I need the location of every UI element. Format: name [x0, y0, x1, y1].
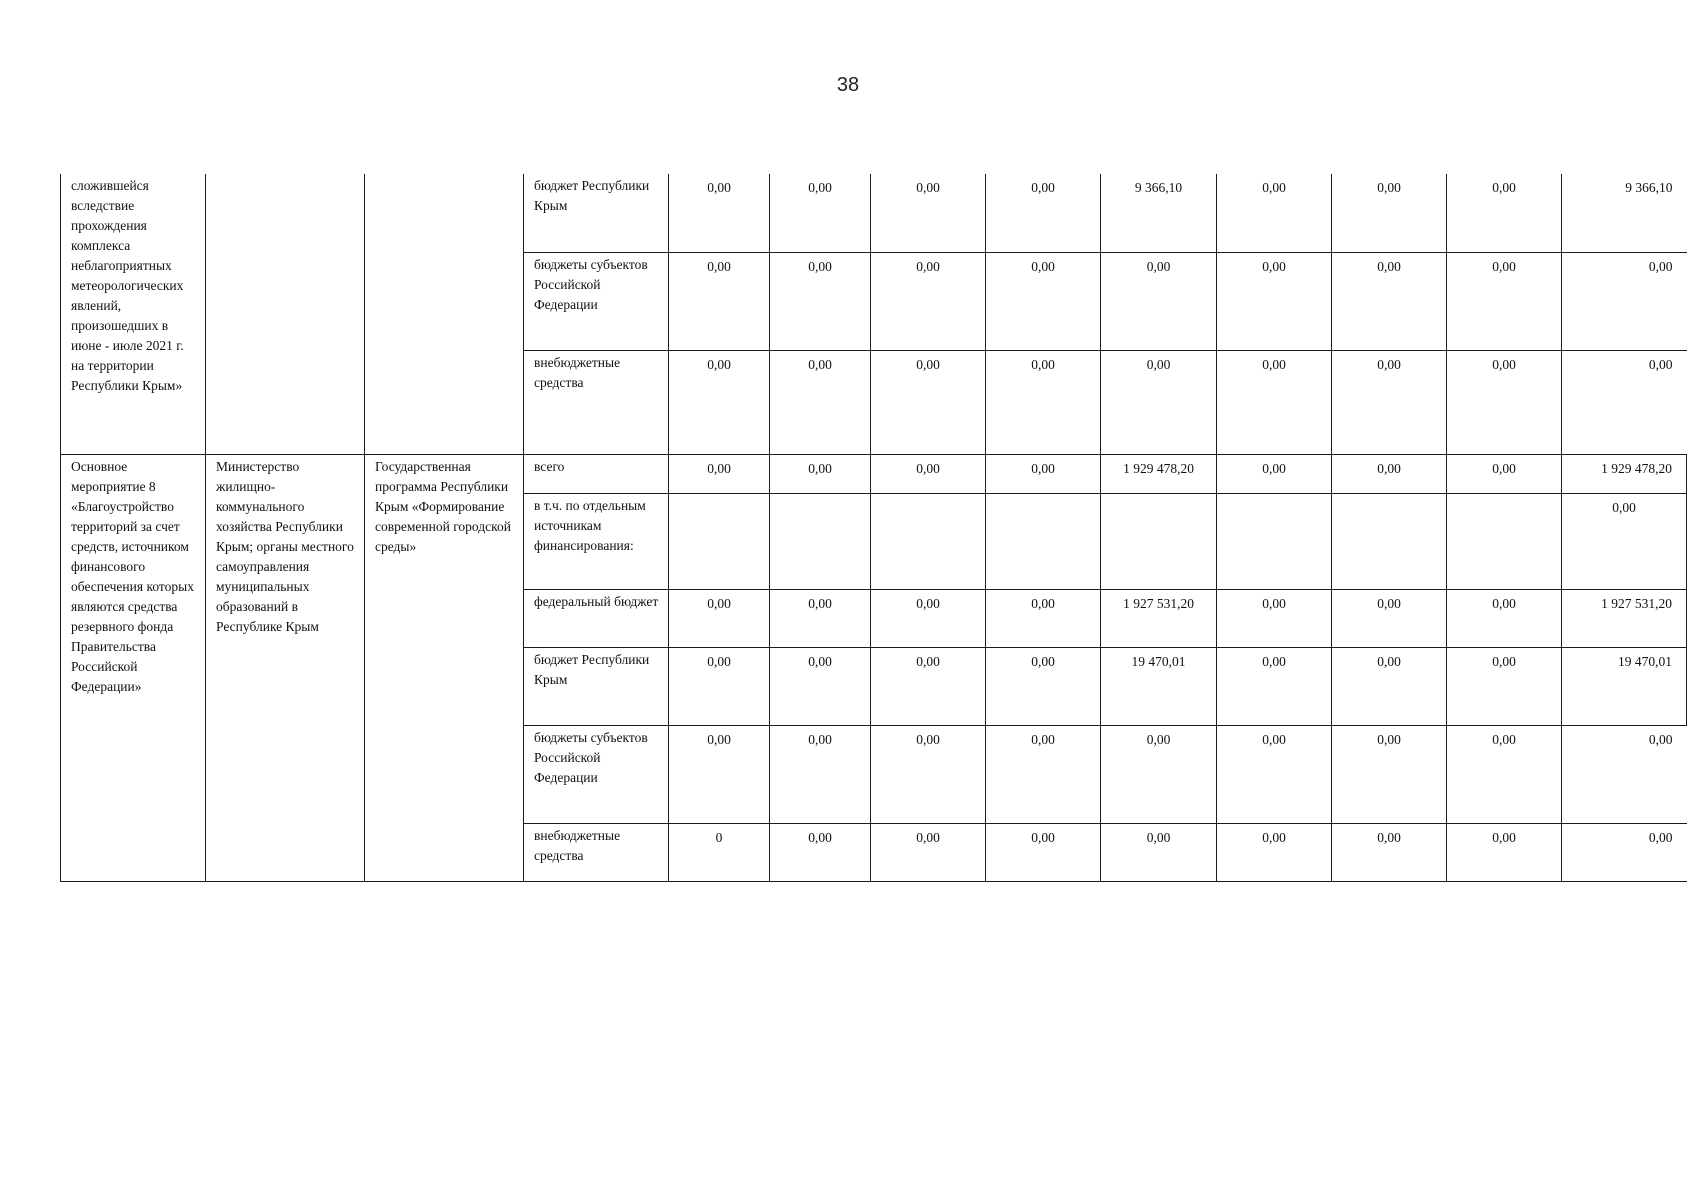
value-cell: 0,00 — [1447, 725, 1562, 823]
value-cell — [770, 493, 871, 589]
value-cell: 0,00 — [1101, 823, 1217, 881]
value-cell — [1101, 493, 1217, 589]
value-cell: 0,00 — [1332, 647, 1447, 725]
value-cell: 0,00 — [871, 823, 986, 881]
value-cell: 0,00 — [669, 647, 770, 725]
value-cell: 1 927 531,20 — [1101, 589, 1217, 647]
value-cell — [1332, 493, 1447, 589]
executor-cell: Министерство жилищно-коммунального хозяйства Республики Крым; органы местного самоуправления муниципальных образований в Республике Крым — [206, 454, 365, 881]
program-cell: Государственная программа Республики Крым «Формирование современной городской среды» — [365, 454, 524, 881]
value-cell: 0,00 — [770, 252, 871, 350]
funding-source: бюджеты субъектов Российской Федерации — [524, 725, 669, 823]
total-cell: 0,00 — [1562, 823, 1687, 881]
value-cell: 9 366,10 — [1101, 174, 1217, 252]
value-cell — [1447, 493, 1562, 589]
total-cell: 1 929 478,20 — [1562, 454, 1687, 493]
value-cell: 1 929 478,20 — [1101, 454, 1217, 493]
value-cell: 0,00 — [1447, 589, 1562, 647]
value-cell: 0,00 — [871, 725, 986, 823]
value-cell: 0,00 — [669, 454, 770, 493]
value-cell: 0,00 — [1217, 174, 1332, 252]
value-cell: 0,00 — [1101, 725, 1217, 823]
value-cell: 0,00 — [1332, 174, 1447, 252]
funding-source: внебюджетные средства — [524, 823, 669, 881]
value-cell: 0,00 — [871, 647, 986, 725]
total-cell: 1 927 531,20 — [1562, 589, 1687, 647]
value-cell: 19 470,01 — [1101, 647, 1217, 725]
value-cell: 0,00 — [1332, 589, 1447, 647]
value-cell: 0,00 — [1217, 350, 1332, 454]
value-cell: 0,00 — [1217, 252, 1332, 350]
value-cell — [871, 493, 986, 589]
value-cell: 0,00 — [770, 823, 871, 881]
value-cell: 0,00 — [1447, 350, 1562, 454]
value-cell: 0,00 — [770, 350, 871, 454]
value-cell: 0,00 — [1447, 647, 1562, 725]
funding-source: в т.ч. по отдельным источникам финансирования: — [524, 493, 669, 589]
total-cell: 0,00 — [1562, 725, 1687, 823]
funding-source: федеральный бюджет — [524, 589, 669, 647]
value-cell: 0,00 — [986, 252, 1101, 350]
value-cell: 0,00 — [770, 174, 871, 252]
value-cell: 0,00 — [770, 647, 871, 725]
budget-table — [60, 174, 1687, 882]
value-cell: 0,00 — [669, 589, 770, 647]
value-cell: 0,00 — [669, 725, 770, 823]
funding-source: бюджет Республики Крым — [524, 647, 669, 725]
funding-source: бюджеты субъектов Российской Федерации — [524, 252, 669, 350]
value-cell: 0,00 — [1447, 823, 1562, 881]
value-cell: 0,00 — [1332, 454, 1447, 493]
total-cell: 0,00 — [1562, 350, 1687, 454]
value-cell: 0,00 — [669, 252, 770, 350]
value-cell: 0,00 — [1447, 174, 1562, 252]
value-cell — [1217, 493, 1332, 589]
value-cell: 0,00 — [986, 174, 1101, 252]
activity-description: Основное мероприятие 8 «Благоустройство территорий за счет средств, источником финансового обеспечения которых являются средства резервного фонда Правительства Российской Федерации» — [61, 454, 206, 881]
value-cell: 0,00 — [770, 725, 871, 823]
funding-source: всего — [524, 454, 669, 493]
table-row — [61, 174, 1687, 252]
executor-cell — [206, 174, 365, 454]
value-cell: 0 — [669, 823, 770, 881]
value-cell — [669, 493, 770, 589]
value-cell: 0,00 — [1332, 725, 1447, 823]
value-cell: 0,00 — [986, 454, 1101, 493]
page-number: 38 — [836, 74, 860, 96]
value-cell: 0,00 — [1101, 350, 1217, 454]
value-cell: 0,00 — [1101, 252, 1217, 350]
program-cell — [365, 174, 524, 454]
funding-source: бюджет Республики Крым — [524, 174, 669, 252]
total-cell: 9 366,10 — [1562, 174, 1687, 252]
value-cell: 0,00 — [986, 725, 1101, 823]
value-cell: 0,00 — [871, 174, 986, 252]
activity-description: сложившейся вследствие прохождения комплекса неблагоприятных метеорологических явлений, произошедших в июне - июле 2021 г. на территории Республики Крым» — [61, 174, 206, 454]
funding-source: внебюджетные средства — [524, 350, 669, 454]
total-cell: 0,00 — [1562, 493, 1687, 589]
value-cell: 0,00 — [986, 823, 1101, 881]
value-cell: 0,00 — [1332, 252, 1447, 350]
value-cell: 0,00 — [871, 252, 986, 350]
value-cell: 0,00 — [1332, 823, 1447, 881]
value-cell: 0,00 — [986, 647, 1101, 725]
table-body — [61, 174, 1687, 881]
total-cell: 19 470,01 — [1562, 647, 1687, 725]
value-cell: 0,00 — [1217, 823, 1332, 881]
value-cell: 0,00 — [1217, 589, 1332, 647]
value-cell: 0,00 — [871, 589, 986, 647]
value-cell: 0,00 — [1217, 454, 1332, 493]
value-cell: 0,00 — [986, 350, 1101, 454]
value-cell: 0,00 — [669, 174, 770, 252]
value-cell: 0,00 — [986, 589, 1101, 647]
value-cell: 0,00 — [1447, 252, 1562, 350]
total-cell: 0,00 — [1562, 252, 1687, 350]
value-cell: 0,00 — [1447, 454, 1562, 493]
table-row — [61, 454, 1687, 493]
value-cell: 0,00 — [871, 350, 986, 454]
value-cell: 0,00 — [770, 454, 871, 493]
value-cell: 0,00 — [669, 350, 770, 454]
value-cell: 0,00 — [871, 454, 986, 493]
value-cell: 0,00 — [1217, 725, 1332, 823]
value-cell: 0,00 — [1332, 350, 1447, 454]
value-cell — [986, 493, 1101, 589]
value-cell: 0,00 — [770, 589, 871, 647]
value-cell: 0,00 — [1217, 647, 1332, 725]
